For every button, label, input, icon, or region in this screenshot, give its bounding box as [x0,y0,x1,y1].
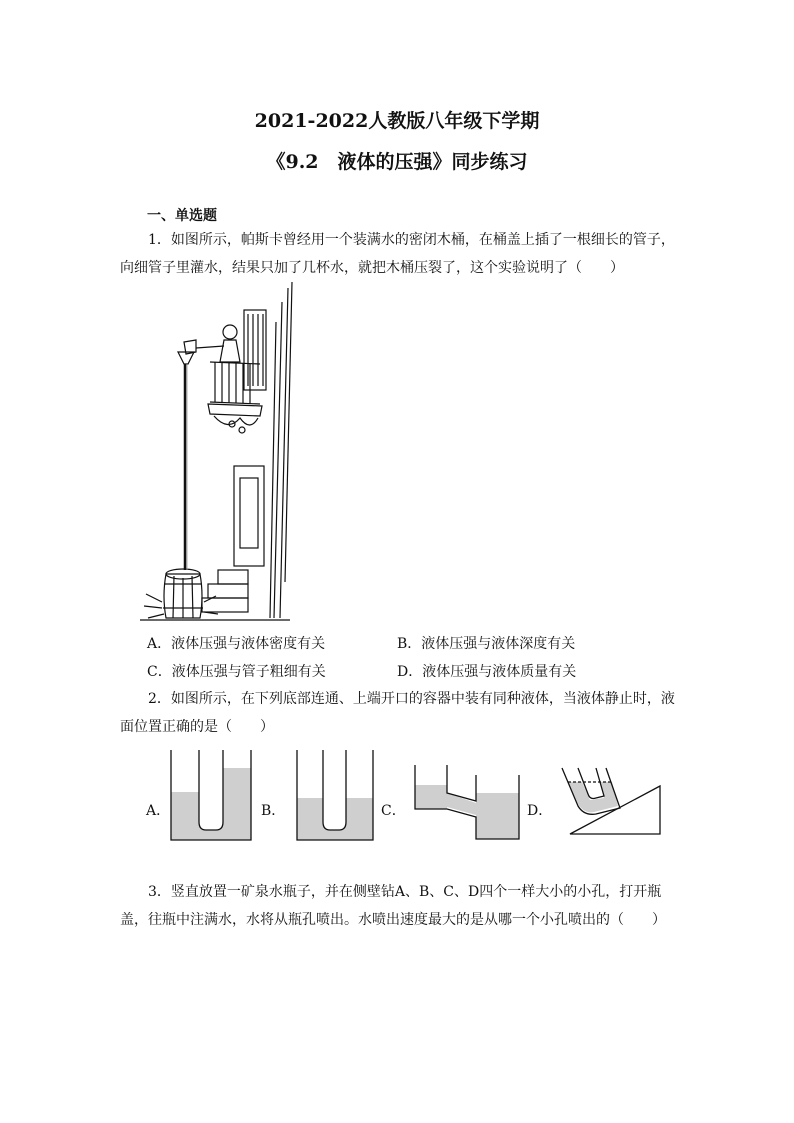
pascal-barrel-illustration [140,282,300,624]
question-1-text: 1．如图所示，帕斯卡曾经用一个装满水的密闭木桶，在桶盖上插了一根细长的管子，向细管子里灌水，结果只加了几杯水，就把木桶压裂了，这个实验说明了（ ） [120,232,675,276]
document-title: 2021-2022人教版八年级下学期 [254,110,540,132]
diagram-d-tilted-tube [560,768,664,836]
document-subtitle: 《9.2 液体的压强》同步练习 [266,151,528,173]
option-b[interactable]: B．液体压强与液体深度有关 [397,636,576,652]
section-heading: 一、单选题 [147,208,217,224]
diagram-b-label[interactable]: B． [261,803,286,819]
question-2-text: 2．如图所示，在下列底部连通、上端开口的容器中装有同种液体，当液体静止时，液面位置正确的是（ ） [120,691,675,735]
option-d[interactable]: D．液体压强与液体质量有关 [397,664,577,680]
option-a[interactable]: A．液体压强与液体密度有关 [147,636,326,652]
option-c[interactable]: C．液体压强与管子粗细有关 [147,664,326,680]
diagram-c-connected-containers [414,765,520,841]
question-3-text: 3．竖直放置一矿泉水瓶子，并在侧壁钻A、B、C、D四个一样大小的小孔，打开瓶盖，往瓶中注满水，水将从瓶孔喷出。水喷出速度最大的是从哪一个小孔喷出的（ ） [120,884,666,928]
diagram-a-label[interactable]: A． [146,803,171,819]
diagram-b-u-tube [296,750,374,842]
diagram-c-label[interactable]: C． [381,803,406,819]
diagram-a-u-tube [170,750,252,842]
diagram-d-label[interactable]: D． [527,803,553,819]
